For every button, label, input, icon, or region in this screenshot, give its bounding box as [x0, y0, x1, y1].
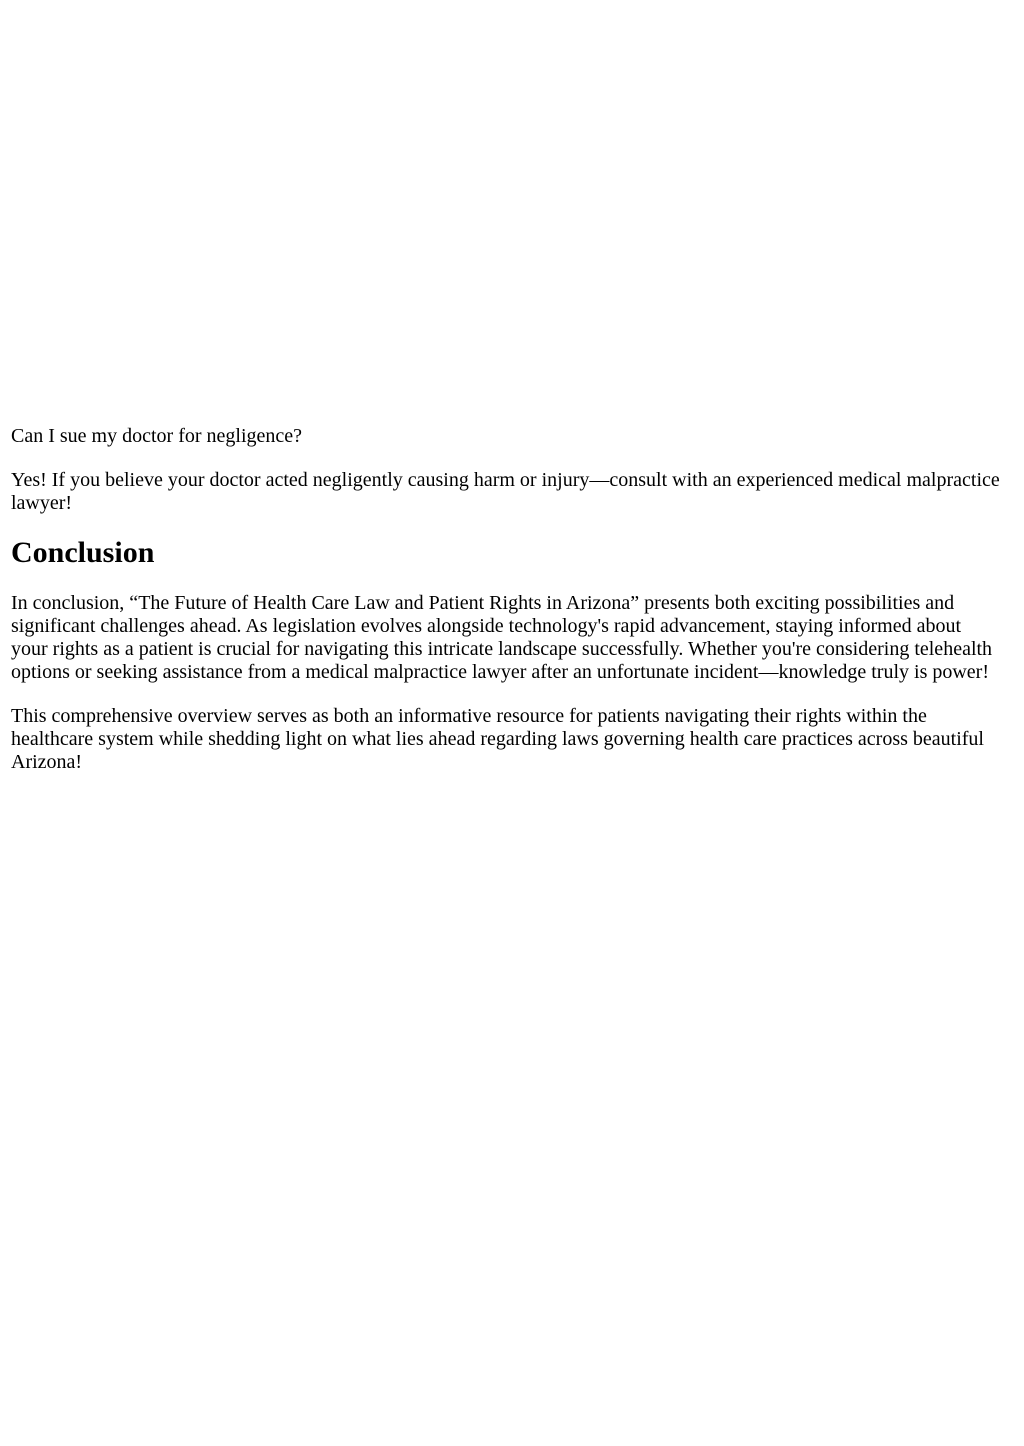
conclusion-paragraph-2: This comprehensive overview serves as both an informative resource for patients navigating their rights within the healthcare system while shedding light on what lies ahead regarding laws governing health care practices across beautiful Arizona! — [11, 705, 984, 773]
conclusion-paragraph-1: In conclusion, “The Future of Health Care Law and Patient Rights in Arizona” presents both exciting possibilities and significant challenges ahead. As legislation evolves alongside technology's rapid advancement, staying informed about your rights as a patient is crucial for navigating this intricate landscape successfully. Whether you're considering telehealth options or seeking assistance from a medical malpractice lawyer after an unfortunate incident—knowledge truly is power! — [11, 592, 993, 683]
faq-question: Can I sue my doctor for negligence? — [11, 425, 303, 447]
faq-answer: Yes! If you believe your doctor acted negligently causing harm or injury—consult with an experienced medical malpractice lawyer! — [11, 469, 1000, 514]
conclusion-heading: Conclusion — [11, 536, 155, 569]
article-content — [11, 425, 1001, 795]
